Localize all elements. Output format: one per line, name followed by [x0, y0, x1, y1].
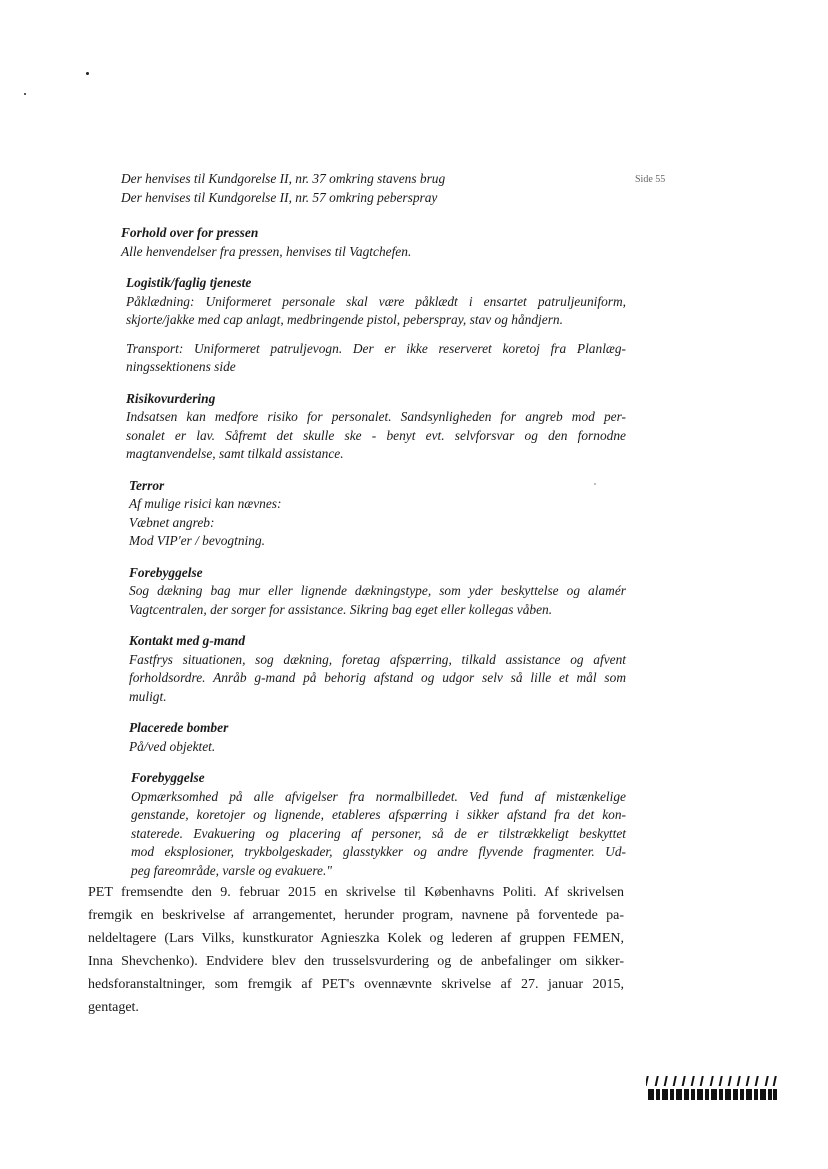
section-line: genstande, koretojer og lignende, etableres afspærring i sikker afstand fra det kon-: [131, 807, 626, 822]
section-terror: [129, 477, 626, 551]
section-line: forholdsordre. Anråb g-mand på behorig afstand og udgor selv så lille et mål som: [129, 670, 626, 685]
section-line: skjorte/jakke med cap anlagt, medbringende pistol, peberspray, stav og håndjern.: [126, 312, 563, 327]
section-line: Opmærksomhed på alle afvigelser fra normalbilledet. Ved fund af mistænkelige: [131, 788, 626, 804]
section-heading: Forebyggelse: [131, 770, 205, 785]
section-line: Alle henvendelser fra pressen, henvises til Vagtchefen.: [121, 243, 412, 259]
section-heading: Risikovurdering: [126, 390, 216, 406]
section-prevention-2: [131, 769, 626, 880]
section-line: Transport: Uniformeret patruljevogn. Der er ikke reserveret koretoj fra Planlæg-: [126, 340, 626, 356]
body-line: gentaget.: [88, 1000, 139, 1015]
section-heading: Forhold over for pressen: [121, 225, 259, 240]
section-bombs: [129, 719, 626, 756]
section-line: mod eksplosioner, trykbolgeskader, glasstykker og andre flyvende fragmenter. Ud-: [131, 844, 626, 859]
scan-speck: [24, 93, 26, 95]
section-line: Væbnet angreb:: [129, 514, 215, 530]
reference-line: Der henvises til Kundgorelse II, nr. 57 omkring peberspray: [121, 189, 438, 205]
section-line: Indsatsen kan medfore risiko for personalet. Sandsynligheden for angreb mod per-: [126, 409, 626, 424]
section-line: Fastfrys situationen, sog dækning, foretag afspærring, tilkald assistance og afvent: [129, 651, 626, 667]
section-line: sonalet er lav. Såfremt det skulle ske - benyt evt. selvforsvar og den fornodne: [126, 427, 626, 443]
section-heading: Kontakt med g-mand: [129, 633, 246, 648]
body-paragraph: [88, 881, 624, 1019]
section-heading: Placerede bomber: [129, 720, 229, 735]
section-line: muligt.: [129, 688, 167, 704]
section-heading: Logistik/faglig tjeneste: [126, 275, 252, 290]
section-line: Påklædning: Uniformeret personale skal være påklædt i ensartet patruljeuniform,: [126, 293, 626, 309]
section-line: ningssektionens side: [126, 359, 236, 374]
section-line: Mod VIP'er / bevogtning.: [129, 533, 265, 548]
section-risk: [126, 390, 626, 464]
scan-speck: [86, 72, 89, 75]
section-line: magtanvendelse, samt tilkald assistance.: [126, 446, 344, 461]
page-number: Side 55: [635, 174, 666, 185]
section-heading: Terror: [129, 477, 165, 493]
quoted-order-text: [121, 170, 626, 893]
section-heading: Forebyggelse: [129, 564, 203, 580]
section-prevention: [129, 564, 626, 620]
body-line: Inna Shevchenko). Endvidere blev den trusselsvurdering og de anbefalinger om sikker-: [88, 954, 624, 969]
section-contact: [129, 632, 626, 706]
section-line: På/ved objektet.: [129, 738, 216, 754]
section-line: staterede. Evakuering og placering af personer, så de er tilstrækkeligt beskyttet: [131, 825, 626, 841]
section-line: Sog dækning bag mur eller lignende dækningstype, som yder beskyttelse og alamér: [129, 583, 626, 598]
section-press: [121, 224, 626, 261]
section-line: Af mulige risici kan nævnes:: [129, 496, 282, 511]
body-line: hedsforanstaltninger, som fremgik af PET's ovennævnte skrivelse af 27. januar 2015,: [88, 977, 624, 992]
body-line: neldeltagere (Lars Vilks, kunstkurator Agnieszka Kolek og lederen af gruppen FEMEN,: [88, 931, 624, 946]
body-line: fremgik en beskrivelse af arrangementet, herunder program, navnene på forventede pa-: [88, 908, 624, 923]
reference-line: Der henvises til Kundgorelse II, nr. 37 omkring stavens brug: [121, 171, 446, 186]
references: [121, 170, 626, 207]
section-line: Vagtcentralen, der sorger for assistance. Sikring bag eget eller kollegas våben.: [129, 601, 553, 617]
section-line: peg fareområde, varsle og evakuere.": [131, 862, 332, 878]
section-logistics: [126, 274, 626, 377]
barcode-mark: [646, 1075, 778, 1101]
body-line: PET fremsendte den 9. februar 2015 en skrivelse til Københavns Politi. Af skrivelsen: [88, 885, 624, 900]
